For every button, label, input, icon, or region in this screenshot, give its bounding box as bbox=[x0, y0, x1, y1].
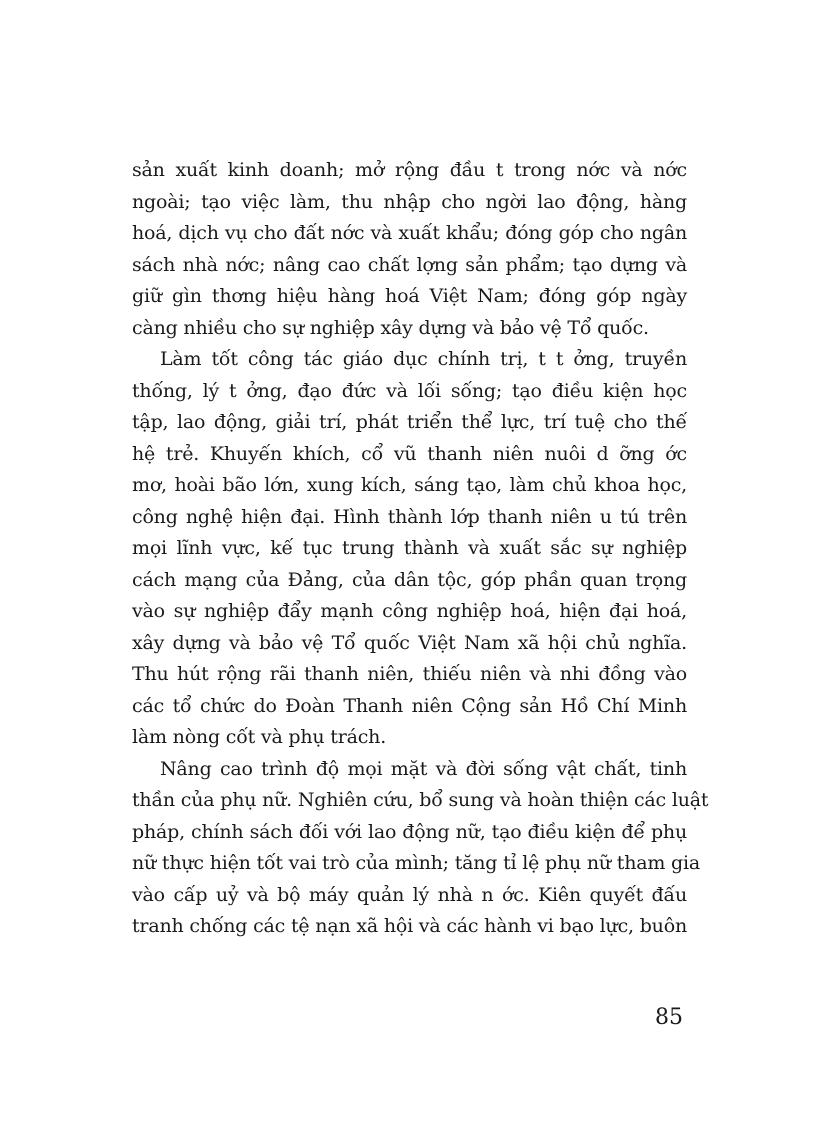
text-line: nữ thực hiện tốt vai trò của mình; tăng tỉ lệ phụ nữ tham gia bbox=[132, 852, 701, 874]
text-line: vào cấp uỷ và bộ máy quản lý nhà n ớc. Kiên quyết đấu bbox=[132, 883, 687, 906]
text-line: Nâng cao trình độ mọi mặt và đời sống vật chất, tinh bbox=[160, 757, 687, 780]
text-line: công nghệ hiện đại. Hình thành lớp thanh niên u tú trên bbox=[132, 505, 687, 528]
text-line: Thu hút rộng rãi thanh niên, thiếu niên và nhi đồng vào bbox=[132, 663, 687, 685]
paragraph-3 bbox=[132, 754, 709, 943]
text-line: pháp, chính sách đối với lao động nữ, tạo điều kiện để phụ bbox=[132, 820, 687, 843]
page-number: 85 bbox=[655, 1005, 683, 1030]
text-line: tranh chống các tệ nạn xã hội và các hành vi bạo lực, buôn bbox=[132, 915, 687, 937]
text-line: hệ trẻ. Khuyến khích, cổ vũ thanh niên nuôi d ỡng ớc bbox=[132, 442, 687, 465]
text-line: ngoài; tạo việc làm, thu nhập cho ngời lao động, hàng bbox=[132, 190, 687, 213]
text-line: thống, lý t ởng, đạo đức và lối sống; tạo điều kiện học bbox=[132, 379, 687, 402]
text-line: các tổ chức do Đoàn Thanh niên Cộng sản Hồ Chí Minh bbox=[132, 694, 687, 717]
text-line: vào sự nghiệp đẩy mạnh công nghiệp hoá, hiện đại hoá, bbox=[132, 600, 687, 622]
text-line: mọi lĩnh vực, kế tục trung thành và xuất sắc sự nghiệp bbox=[132, 537, 687, 559]
text-line: sản xuất kinh doanh; mở rộng đầu t trong nớc và nớc bbox=[132, 159, 687, 181]
paragraph-2 bbox=[132, 344, 687, 754]
body-text bbox=[132, 155, 709, 943]
text-line: sách nhà nớc; nâng cao chất lợng sản phẩm; tạo dựng và bbox=[132, 253, 687, 276]
text-line: cách mạng của Đảng, của dân tộc, góp phần quan trọng bbox=[132, 568, 687, 591]
text-line: hoá, dịch vụ cho đất nớc và xuất khẩu; đóng góp cho ngân bbox=[132, 222, 687, 244]
text-line: mơ, hoài bão lớn, xung kích, sáng tạo, làm chủ khoa học, bbox=[132, 474, 687, 496]
text-line: càng nhiều cho sự nghiệp xây dựng và bảo vệ Tổ quốc. bbox=[132, 316, 649, 339]
text-line: làm nòng cốt và phụ trách. bbox=[132, 726, 387, 748]
paragraph-1 bbox=[132, 155, 687, 344]
text-line: Làm tốt công tác giáo dục chính trị, t t ởng, truyền bbox=[160, 348, 687, 370]
text-line: giữ gìn thơng hiệu hàng hoá Việt Nam; đóng góp ngày bbox=[132, 285, 687, 307]
text-line: tập, lao động, giải trí, phát triển thể lực, trí tuệ cho thế bbox=[132, 411, 687, 433]
text-line: thần của phụ nữ. Nghiên cứu, bổ sung và hoàn thiện các luật bbox=[132, 789, 709, 811]
text-line: xây dựng và bảo vệ Tổ quốc Việt Nam xã hội chủ nghĩa. bbox=[132, 631, 687, 654]
